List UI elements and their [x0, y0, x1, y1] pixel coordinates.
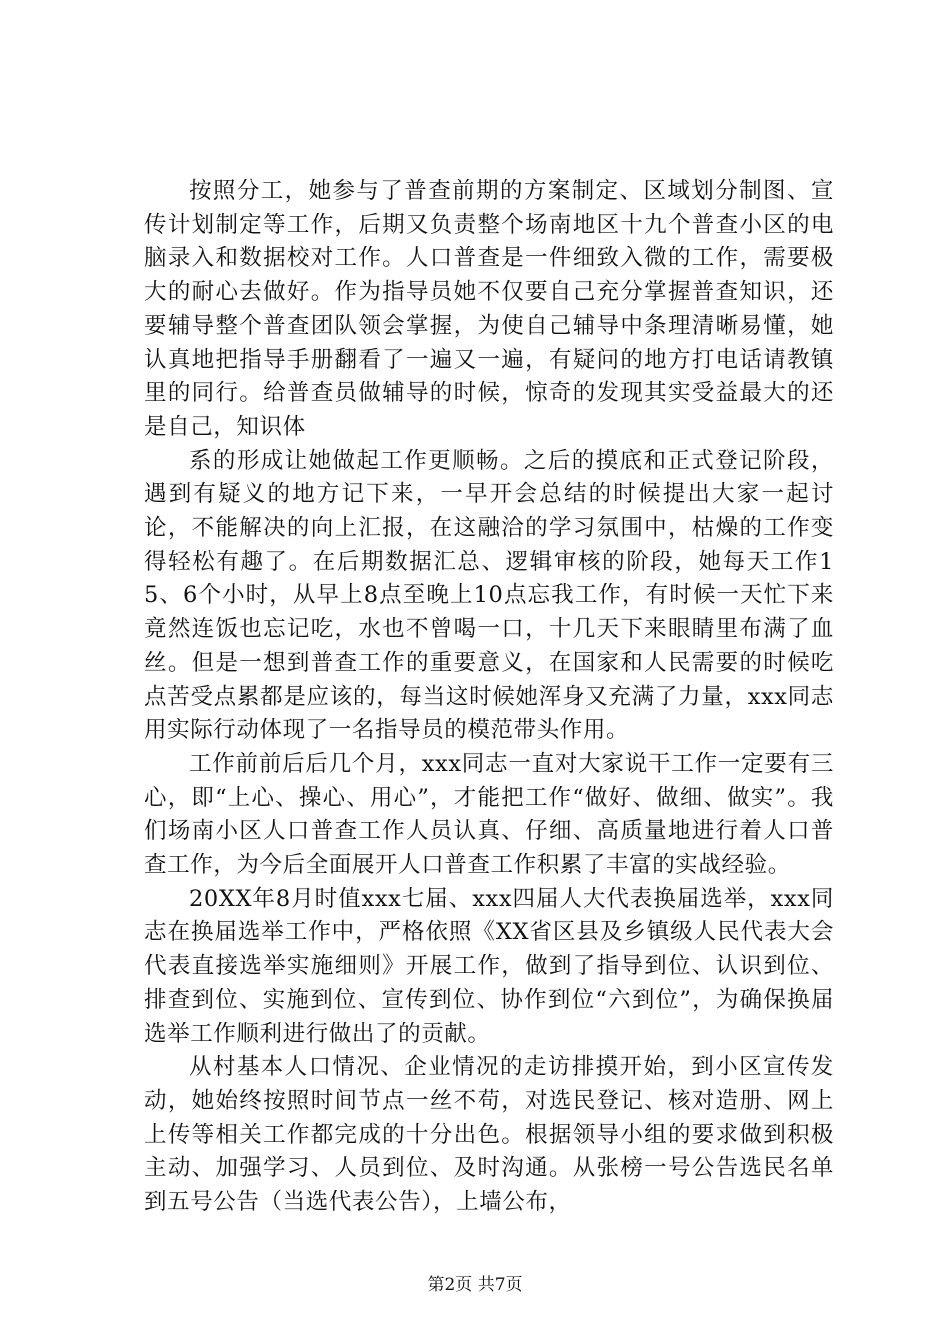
paragraph-4: 20XX年8月时值xxx七届、xxx四届人大代表换届选举，xxx同志在换届选举工作中，严格依照《XX省区县及乡镇级人民代表大会代表直接选举实施细则》开展工作，做到了指导到位、认识到位、排查到位、实施到位、宣传到位、协作到位“六到位”，为确保换届选举工作顺利进行做出了的贡献。 [144, 885, 834, 1047]
paragraph-3: 工作前前后后几个月，xxx同志一直对大家说干工作一定要有三心，即“上心、操心、用心”，才能把工作“做好、做细、做实”。我们场南小区人口普查工作人员认真、仔细、高质量地进行着人口普查工作，为今后全面展开人口普查工作积累了丰富的实战经验。 [144, 750, 834, 879]
paragraph-5: 从村基本人口情况、企业情况的走访排摸开始，到小区宣传发动，她始终按照时间节点一丝不苟，对选民登记、核对造册、网上上传等相关工作都完成的十分出色。根据领导小组的要求做到积极主动、加强学习、人员到位、及时沟通。从张榜一号公告选民名单到五号公告（当选代表公告），上墙公布， [144, 1054, 834, 1216]
paragraph-1: 按照分工，她参与了普查前期的方案制定、区域划分制图、宣传计划制定等工作，后期又负责整个场南地区十九个普查小区的电脑录入和数据校对工作。人口普查是一件细致入微的工作，需要极大的耐心去做好。作为指导员她不仅要自己充分掌握普查知识，还要辅导整个普查团队领会掌握，为使自己辅导中条理清晰易懂，她认真地把指导手册翻看了一遍又一遍，有疑问的地方打电话请教镇里的同行。给普查员做辅导的时候，惊奇的发现其实受益最大的还是自己，知识体 [144, 178, 834, 440]
paragraph-2: 系的形成让她做起工作更顺畅。之后的摸底和正式登记阶段，遇到有疑义的地方记下来，一早开会总结的时候提出大家一起讨论，不能解决的向上汇报，在这融洽的学习氛围中，枯燥的工作变得轻松有趣了。在后期数据汇总、逻辑审核的阶段，她每天工作15、6个小时，从早上8点至晚上10点忘我工作，有时候一天忙下来竟然连饭也忘记吃，水也不曾喝一口，十几天下来眼睛里布满了血丝。但是一想到普查工作的重要意义，在国家和人民需要的时候吃点苦受点累都是应该的，每当这时候她浑身又充满了力量，xxx同志用实际行动体现了一名指导员的模范带头作用。 [144, 447, 834, 744]
document-body [144, 175, 834, 1220]
page-footer: 第2页 共7页 [427, 1275, 523, 1295]
